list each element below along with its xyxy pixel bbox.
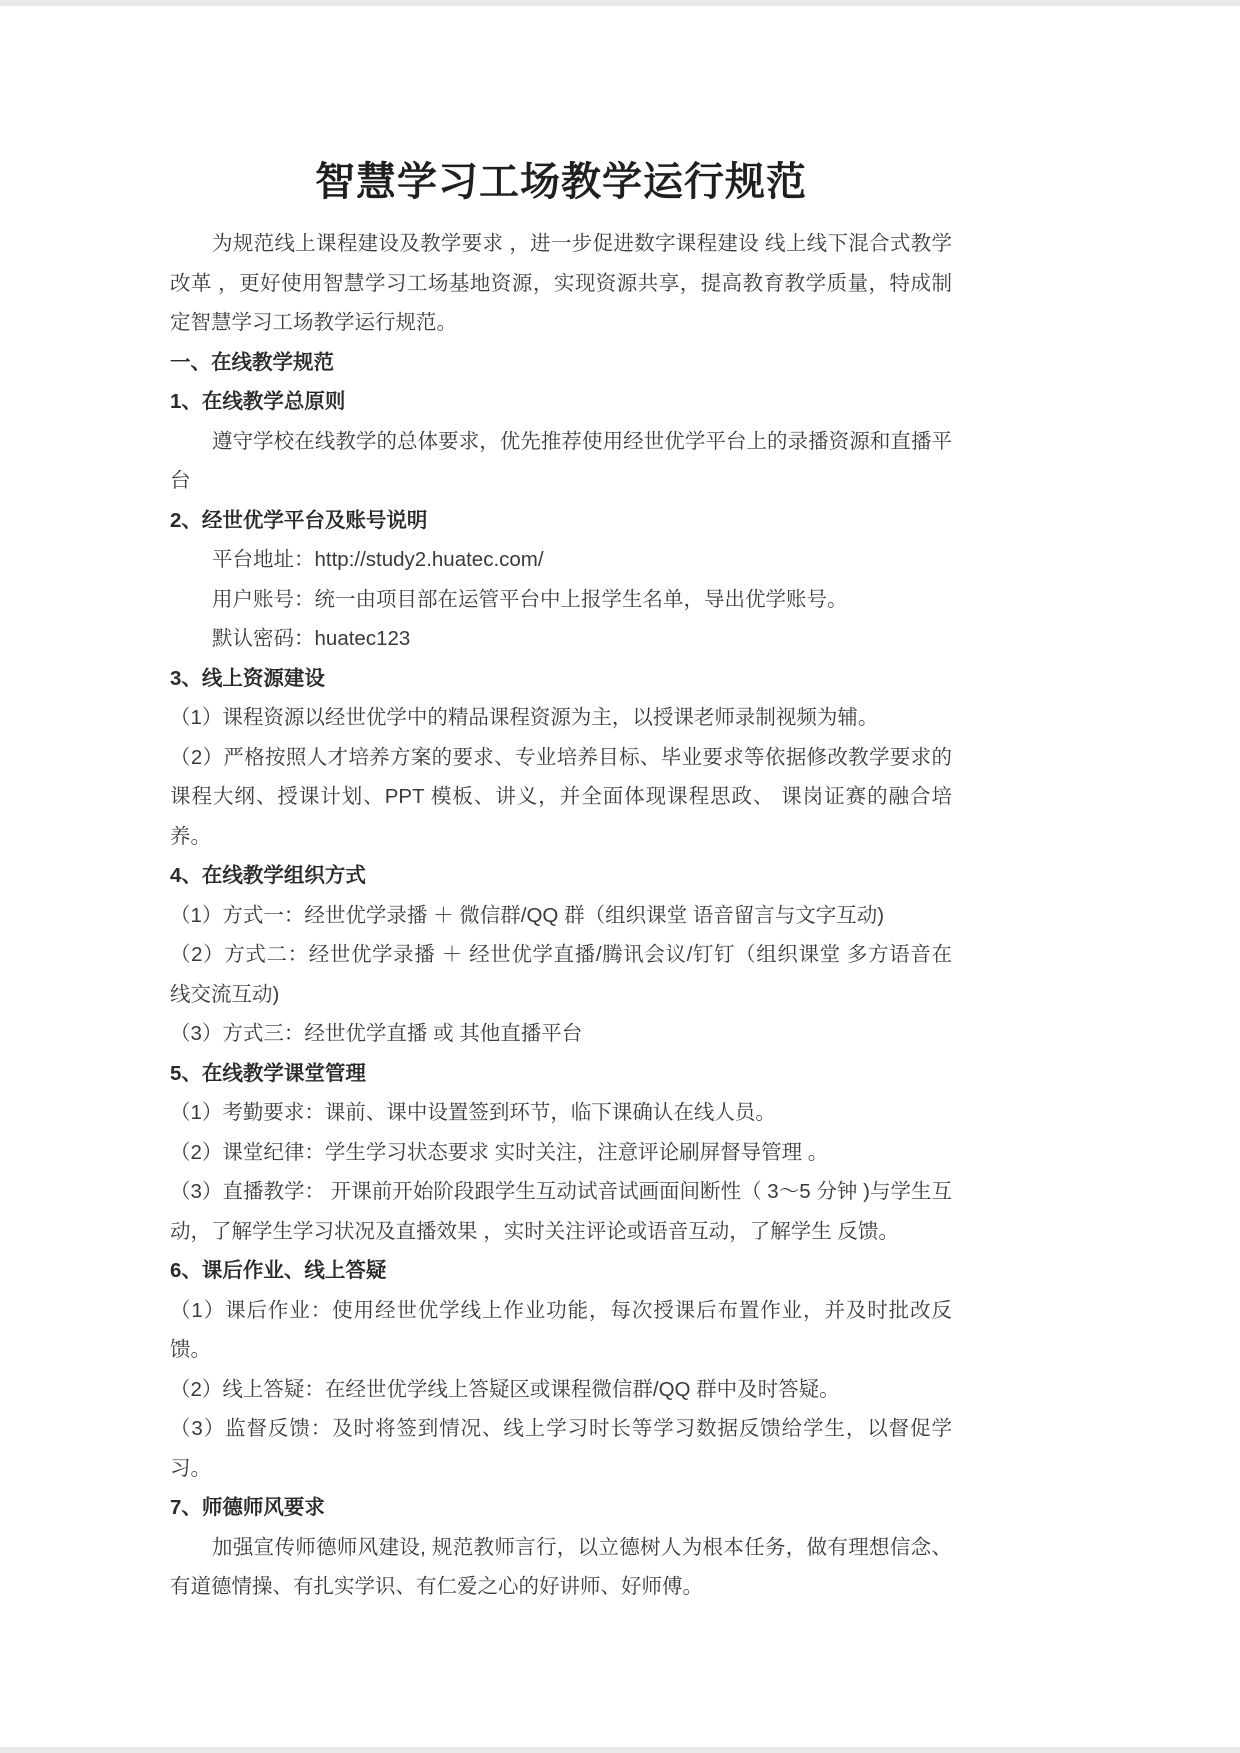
subsection-1-text: 遵守学校在线教学的总体要求，优先推荐使用经世优学平台上的录播资源和直播平台	[170, 429, 952, 492]
subsection-5-heading: 5、在线教学课堂管理	[170, 1061, 366, 1085]
subsection-5-item-3: （3）直播教学： 开课前开始阶段跟学生互动试音试画面间断性（ 3～5 分钟 )与学生互动，了解学生学习状况及直播效果 ，实时关注评论或语音互动，了解学生 反馈。	[170, 1180, 952, 1243]
subsection-5-item-1: （1）考勤要求：课前、课中设置签到环节，临下课确认在线人员。	[170, 1101, 776, 1124]
subsection-3-item-2: （2）严格按照人才培养方案的要求、专业培养目标、毕业要求等依据修改教学要求的课程大纲、授课计划、PPT 模板、讲义，并全面体现课程思政、 课岗证赛的融合培养。	[170, 745, 952, 848]
subsection-2-heading: 2、经世优学平台及账号说明	[170, 508, 428, 532]
subsection-6-heading: 6、课后作业、线上答疑	[170, 1259, 387, 1282]
subsection-4-item-2: （2）方式二：经世优学录播 ＋ 经世优学直播/腾讯会议/钉钉（组织课堂 多方语音在 线交流互动)	[170, 943, 952, 1006]
subsection-7-text: 加强宣传师德师风建设, 规范教师言行，以立德树人为根本任务，做有理想信念、有道德情操、有扎实学识、有仁爱之心的好讲师、好师傅。	[170, 1535, 952, 1598]
subsection-6-item-3: （3）监督反馈：及时将签到情况、线上学习时长等学习数据反馈给学生，以督促学习。	[170, 1417, 952, 1480]
subsection-1-heading: 1、在线教学总原则	[170, 390, 346, 413]
subsection-6-item-2: （2）线上答疑：在经世优学线上答疑区或课程微信群/QQ 群中及时答疑。	[170, 1377, 840, 1401]
subsection-4-heading: 4、在线教学组织方式	[170, 864, 366, 887]
subsection-3-item-1: （1）课程资源以经世优学中的精品课程资源为主，以授课老师录制视频为辅。	[170, 706, 879, 729]
intro-paragraph: 为规范线上课程建设及教学要求 ，进一步促进数字课程建设 线上线下混合式教学改革 ，更好使用智慧学习工场基地资源，实现资源共享，提高教育教学质量，特成制定智慧学习工场教学运行规范。	[170, 232, 952, 334]
subsection-6-item-1: （1）课后作业：使用经世优学线上作业功能，每次授课后布置作业，并及时批改反馈。	[170, 1298, 952, 1361]
document-page	[0, 6, 1240, 1747]
subsection-4-item-3: （3）方式三：经世优学直播 或 其他直播平台	[170, 1022, 583, 1045]
subsection-7-heading: 7、师德师风要求	[170, 1496, 325, 1519]
section-1-heading: 一、在线教学规范	[170, 350, 334, 374]
subsection-3-heading: 3、线上资源建设	[170, 666, 325, 690]
default-password: 默认密码：huatec123	[212, 627, 411, 650]
subsection-5-item-2: （2）课堂纪律：学生学习状态要求 实时关注，注意评论刷屏督导管理 。	[170, 1140, 829, 1164]
subsection-4-item-1: （1）方式一：经世优学录播 ＋ 微信群/QQ 群（组织课堂 语音留言与文字互动)	[170, 903, 885, 927]
platform-address: 平台地址：http://study2.huatec.com/	[212, 548, 544, 571]
document-title: 智慧学习工场教学运行规范	[315, 160, 807, 204]
user-account: 用户账号：统一由项目部在运管平台中上报学生名单，导出优学账号。	[212, 587, 848, 611]
